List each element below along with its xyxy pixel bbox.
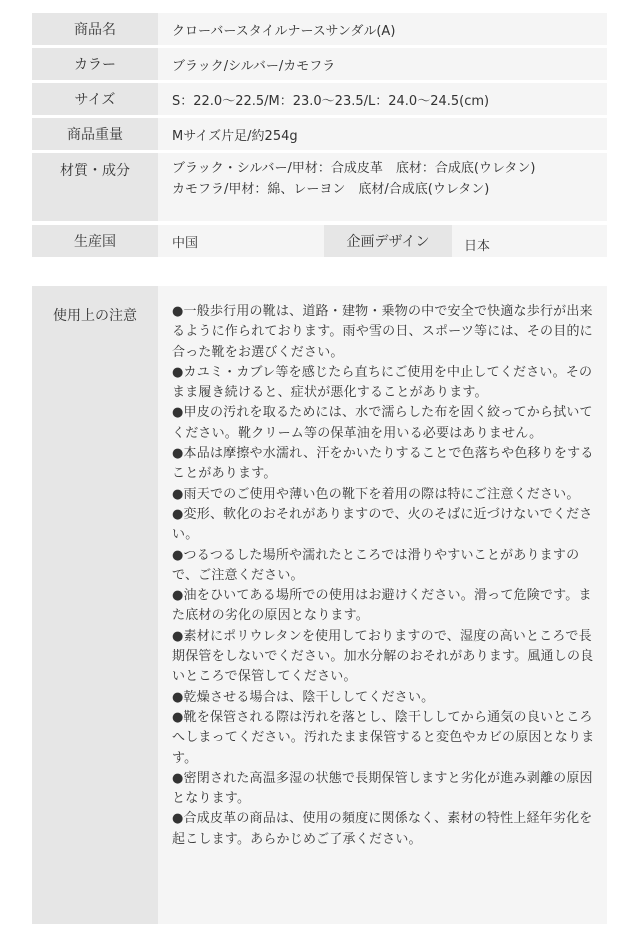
spec-values-origin-design <box>158 225 607 257</box>
spec-value-color: ブラック/シルバー/カモフラ <box>158 48 607 80</box>
spec-row-material <box>32 153 607 221</box>
spec-row-origin <box>32 225 607 257</box>
care-item: ●素材にポリウレタンを使用しておりますので、湿度の高いところで長期保管をしないでください。加水分解のおそれがあります。風通しの良いところで保管してください。 <box>172 628 594 685</box>
spec-label-origin: 生産国 <box>32 225 158 257</box>
spec-table <box>32 13 607 260</box>
spec-label-size: サイズ <box>32 83 158 115</box>
spec-label-name: 商品名 <box>32 13 158 45</box>
spec-row-name <box>32 13 607 45</box>
care-item: ●雨天でのご使用や薄い色の靴下を着用の際は特にご注意ください。 <box>172 486 580 502</box>
care-item: ●一般歩行用の靴は、道路・建物・乗物の中で安全で快適な歩行が出来るように作られております。雨や雪の日、スポーツ等には、その目的に合った靴をお選びください。 <box>172 304 593 360</box>
care-item: ●甲皮の汚れを取るためには、水で濡らした布を固く絞ってから拭いてください。靴クリーム等の保革油を用いる必要はありません。 <box>172 405 593 441</box>
spec-label-design: 企画デザイン <box>324 225 452 257</box>
care-body <box>158 286 607 924</box>
spec-label-color: カラー <box>32 48 158 80</box>
spec-value-design: 日本 <box>464 238 491 254</box>
care-label: 使用上の注意 <box>32 286 158 924</box>
material-line-1: ブラック・シルバー/甲材：合成皮革 底材：合成底(ウレタン) <box>172 161 536 176</box>
spec-label-weight: 商品重量 <box>32 118 158 150</box>
spec-value-name: クローバースタイルナースサンダル(A) <box>158 13 607 45</box>
spec-label-material: 材質・成分 <box>32 153 158 221</box>
material-line-2: カモフラ/甲材：綿、レーヨン 底材/合成底(ウレタン) <box>172 182 490 197</box>
spec-row-color <box>32 48 607 80</box>
spec-row-weight <box>32 118 607 150</box>
care-item: ●つるつるした場所や濡れたところでは滑りやすいことがありますので、ご注意ください。 <box>172 547 580 583</box>
spec-value-size: S：22.0～22.5/M：23.0～23.5/L：24.0～24.5(cm) <box>158 83 607 115</box>
care-item: ●本品は摩擦や水濡れ、汗をかいたりすることで色落ちや色移りをすることがあります。 <box>172 446 594 482</box>
care-item: ●合成皮革の商品は、使用の頻度に関係なく、素材の特性上経年劣化を起こします。あらかじめご了承ください。 <box>172 811 593 847</box>
care-item: ●密閉された高温多湿の状態で長期保管しますと劣化が進み剥離の原因となります。 <box>172 770 593 807</box>
spec-row-size <box>32 83 607 115</box>
spec-value-weight: Mサイズ片足/約254g <box>158 118 607 150</box>
care-item: ●油をひいてある場所での使用はお避けください。滑って危険です。また底材の劣化の原因となります。 <box>172 588 592 624</box>
spec-value-origin: 中国 <box>172 235 199 251</box>
care-section <box>32 286 607 924</box>
care-item: ●乾燥させる場合は、陰干ししてください。 <box>172 689 435 705</box>
care-item: ●カユミ・カブレ等を感じたら直ちにご使用を中止してください。そのまま履き続けると、症状が悪化することがあります。 <box>172 364 593 401</box>
care-item: ●変形、軟化のおそれがありますので、火のそばに近づけないでください。 <box>172 506 593 543</box>
care-item: ●靴を保管される際は汚れを落とし、陰干ししてから通気の良いところへしまってください。汚れたまま保管すると変色やカビの原因となります。 <box>172 709 595 766</box>
spec-value-material <box>158 153 607 221</box>
